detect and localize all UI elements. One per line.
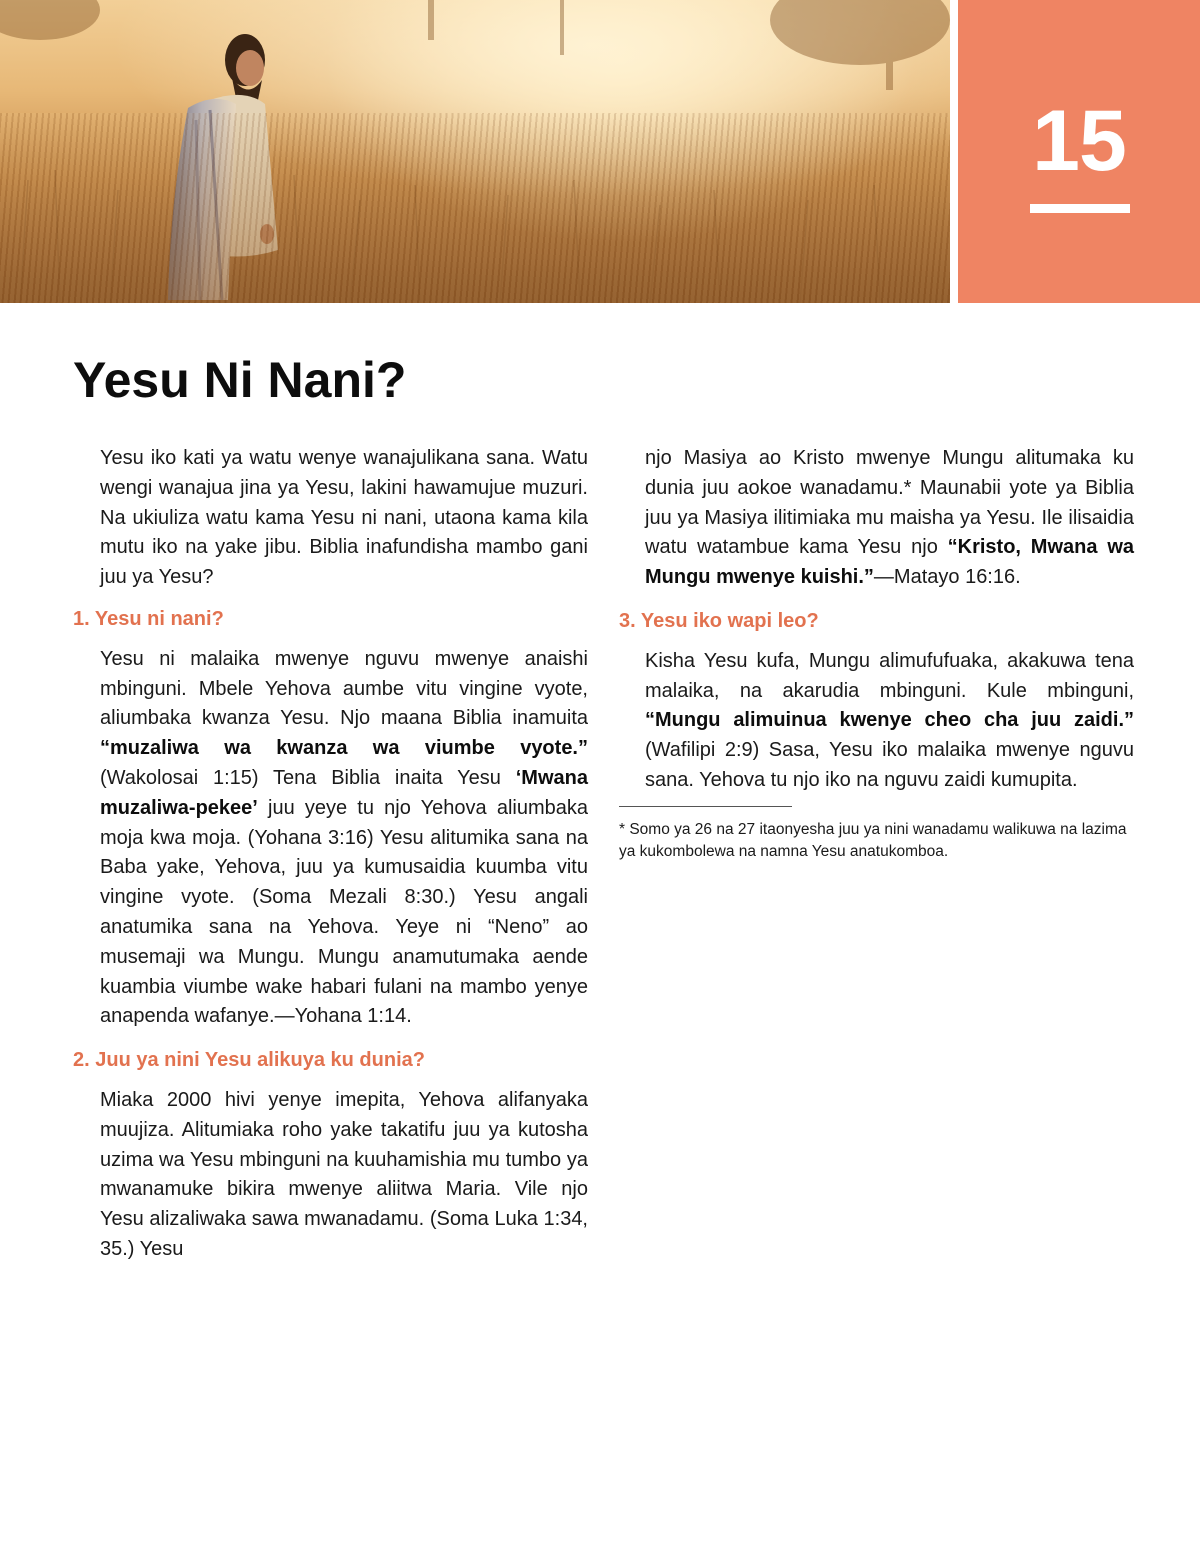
lesson-number: 15 bbox=[1032, 93, 1126, 189]
question-1-answer: Yesu ni malaika mwenye nguvu mwenye anaishi mbinguni. Mbele Yehova aumbe vitu vingine vyote, aliumbaka kwanza Yesu. Njo maana Biblia inamuita “muzaliwa wa kwanza wa viumbe vyote.” (Wakolosai 1:15) Tena Biblia inaita Yesu ‘Mwana muzaliwa-pekee’ juu yeye tu njo Yehova aliumbaka moja kwa moja. (Yohana 3:16) Yesu alitumika sana na Baba yake, Yehova, juu ya kumusaidia kuumba vitu vingine vyote. (Soma Mezali 8:30.) Yesu angali anatumika sana na Yehova. Yeye ni “Neno” ao musemaji wa Mungu. Mungu anamutumaka aende kuambia viumbe wake habari fulani na mambo yenye anapenda wafanye.—Yohana 1:14. bbox=[100, 647, 588, 1028]
hero-photo bbox=[0, 0, 950, 303]
question-3-heading: 3. Yesu iko wapi leo? bbox=[619, 609, 819, 632]
lesson-number-block bbox=[958, 0, 1200, 303]
footnote-divider bbox=[619, 806, 792, 807]
question-3-answer: Kisha Yesu kufa, Mungu alimufufuaka, akakuwa tena malaika, na akarudia mbinguni. Kule mbinguni, “Mungu alimuinua kwenye cheo cha juu zaidi.” (Wafilipi 2:9) Sasa, Yesu iko malaika mwenye nguvu sana. Yehova tu njo iko na nguvu zaidi kumupita. bbox=[645, 649, 1134, 791]
intro-paragraph: Yesu iko kati ya watu wenye wanajulikana sana. Watu wengi wanajua jina ya Yesu, lakini hawamujue muzuri. Na ukiuliza watu kama Yesu ni nani, utaona kama kila mutu iko na yake jibu. Biblia inafundisha mambo gani juu ya Yesu? bbox=[100, 447, 588, 589]
hero-field-overlay bbox=[0, 113, 950, 303]
question-2-answer: Miaka 2000 hivi yenye imepita, Yehova alifanyaka muujiza. Alitumiaka roho yake takatifu juu ya kutosha uzima wa Yesu mbinguni na kuuhamishia mu tumbo ya mwanamuke bikira mwenye aliitwa Maria. Vile njo Yesu alizaliwaka sawa mwanadamu. (Soma Luka 1:34, 35.) Yesu bbox=[100, 1088, 588, 1260]
right-column bbox=[619, 444, 1134, 863]
left-column bbox=[73, 444, 588, 1265]
footnote: * Somo ya 26 na 27 itaonyesha juu ya nini wanadamu walikuwa na lazima ya kukombolewa na namna Yesu anatukomboa. bbox=[619, 820, 1127, 860]
question-2-heading: 2. Juu ya nini Yesu alikuya ku dunia? bbox=[73, 1049, 425, 1072]
page-title: Yesu Ni Nani? bbox=[73, 352, 407, 408]
question-2-answer-continued: njo Masiya ao Kristo mwenye Mungu alitumaka ku dunia juu aokoe wanadamu.* Maunabii yote ya Biblia juu ya Masiya ilitimiaka mu maisha ya Yesu. Ile ilisaidia watu watambue kama Yesu njo “Kristo, Mwana wa Mungu mwenye kuishi.”—Matayo 16:16. bbox=[645, 447, 1134, 589]
question-1-heading: 1. Yesu ni nani? bbox=[73, 607, 224, 630]
lesson-number-underline bbox=[1030, 204, 1130, 213]
